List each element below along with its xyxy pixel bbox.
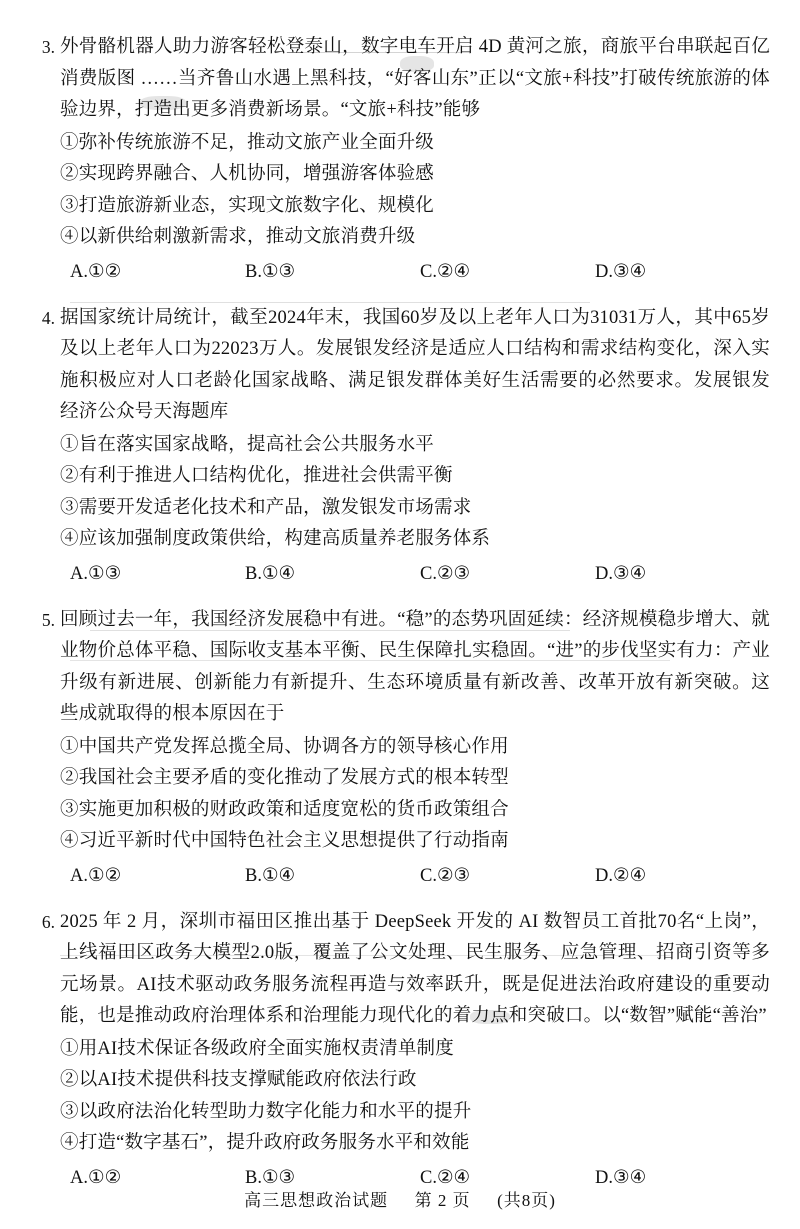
option-item: ①用AI技术保证各级政府全面实施权责清单制度 <box>60 1038 454 1059</box>
answer-choice-b[interactable]: B.①④ <box>245 865 296 886</box>
answer-choice-c[interactable]: C.②④ <box>420 1167 471 1188</box>
scan-artifact <box>70 660 670 661</box>
answer-choice-c[interactable]: C.②③ <box>420 865 471 886</box>
option-item: ③以政府法治化转型助力数字化能力和水平的提升 <box>60 1101 472 1122</box>
scan-artifact <box>60 955 670 956</box>
answer-choice-c[interactable]: C.②③ <box>420 563 471 584</box>
question-4 <box>34 303 770 589</box>
option-item: ②我国社会主要矛盾的变化推动了发展方式的根本转型 <box>60 768 509 788</box>
option-item: ③需要开发适老化技术和产品，激发银发市场需求 <box>60 497 472 518</box>
scan-artifact <box>90 630 570 631</box>
question-6-options <box>60 1034 770 1160</box>
question-5-number: 5. <box>41 609 55 630</box>
option-item: ②实现跨界融合、人机协同，增强游客体验感 <box>60 164 435 184</box>
answer-choice-d[interactable]: D.②④ <box>595 865 647 886</box>
page-content <box>34 32 770 1209</box>
answer-choice-d[interactable]: D.③④ <box>595 1167 647 1188</box>
option-item: ②以AI技术提供科技支撑赋能政府依法行政 <box>60 1070 417 1090</box>
option-item: ①弥补传统旅游不足，推动文旅产业全面升级 <box>60 132 435 153</box>
option-item: ①中国共产党发挥总揽全局、协调各方的领导核心作用 <box>60 736 509 757</box>
question-3-answers <box>60 257 770 287</box>
question-6-stem: 2025 年 2 月，深圳市福田区推出基于 DeepSeek 开发的 AI 数智员工首批70名“上岗”，上线福田区政务大模型2.0版，覆盖了公文处理、民生服务、应急管理、招商引资等多元场景。AI技术驱动政务服务流程再造与效率跃升，既是促进法治政府建设的重要动能，也是推动政府治理体系和治理能力现代化的着力点和突破口。以“数智”赋能“善治” <box>60 911 770 1026</box>
option-item: ④应该加强制度政策供给，构建高质量养老服务体系 <box>60 529 491 549</box>
question-3-number: 3. <box>41 37 55 57</box>
footer-page-number: 第 2 页 <box>414 1191 471 1210</box>
question-5-body <box>34 605 770 731</box>
question-4-stem: 据国家统计局统计，截至2024年末，我国60岁及以上老年人口为31031万人，其中65岁及以上老年人口为22023万人。发展银发经济是适应人口结构和需求结构变化，深入实施积极应对人口老龄化国家战略、满足银发群体美好生活需要的必然要求。发展银发经济公众号天海题库 <box>60 307 770 422</box>
answer-choice-b[interactable]: B.①④ <box>245 563 296 584</box>
question-5-options <box>60 732 770 858</box>
question-4-body <box>34 303 770 429</box>
page-footer <box>0 1186 800 1211</box>
answer-choice-d[interactable]: D.③④ <box>595 261 647 282</box>
question-3 <box>34 32 770 287</box>
option-item: ③实施更加积极的财政政策和适度宽松的货币政策组合 <box>60 799 509 820</box>
question-4-options <box>60 430 770 556</box>
answer-choice-a[interactable]: A.①③ <box>70 563 122 584</box>
footer-subject: 高三思想政治试题 <box>244 1191 389 1210</box>
question-5-stem: 回顾过去一年，我国经济发展稳中有进。“稳”的态势巩固延续：经济规模稳步增大、就业物价总体平稳、国际收支基本平衡、民生保障扎实稳固。“进”的步伐坚实有力：产业升级有新进展、创新能力有新提升、生态环境质量有新改善、改革开放有新突破。这些成就取得的根本原因在于 <box>60 609 770 724</box>
question-3-body <box>34 32 770 127</box>
option-item: ④打造“数字基石”，提升政府政务服务水平和效能 <box>60 1133 470 1153</box>
option-item: ②有利于推进人口结构优化，推进社会供需平衡 <box>60 466 453 486</box>
scan-artifact <box>70 302 590 303</box>
answer-choice-a[interactable]: A.①② <box>70 1167 122 1188</box>
question-6-body <box>34 907 770 1033</box>
answer-choice-a[interactable]: A.①② <box>70 261 122 282</box>
question-4-answers <box>60 559 770 589</box>
question-4-number: 4. <box>41 307 55 328</box>
answer-choice-d[interactable]: D.③④ <box>595 563 647 584</box>
scan-artifact <box>300 52 470 53</box>
question-3-stem: 外骨骼机器人助力游客轻松登泰山，数字电车开启 4D 黄河之旅，商旅平台串联起百亿消费版图 ……当齐鲁山水遇上黑科技，“好客山东”正以“文旅+科技”打破传统旅游的体验边界，打造出更多消费新场景。“文旅+科技”能够 <box>60 37 770 120</box>
question-5 <box>34 605 770 891</box>
question-3-options <box>60 128 770 254</box>
answer-choice-b[interactable]: B.①③ <box>245 261 296 282</box>
option-item: ④习近平新时代中国特色社会主义思想提供了行动指南 <box>60 831 509 851</box>
question-5-answers <box>60 861 770 891</box>
answer-choice-c[interactable]: C.②④ <box>420 261 471 282</box>
question-6 <box>34 907 770 1193</box>
answer-choice-b[interactable]: B.①③ <box>245 1167 296 1188</box>
option-item: ③打造旅游新业态，实现文旅数字化、规模化 <box>60 195 435 216</box>
option-item: ④以新供给刺激新需求，推动文旅消费升级 <box>60 227 416 247</box>
footer-total-pages: (共8页) <box>497 1191 556 1210</box>
question-6-number: 6. <box>41 911 55 932</box>
answer-choice-a[interactable]: A.①② <box>70 865 122 886</box>
option-item: ①旨在落实国家战略，提高社会公共服务水平 <box>60 434 435 455</box>
